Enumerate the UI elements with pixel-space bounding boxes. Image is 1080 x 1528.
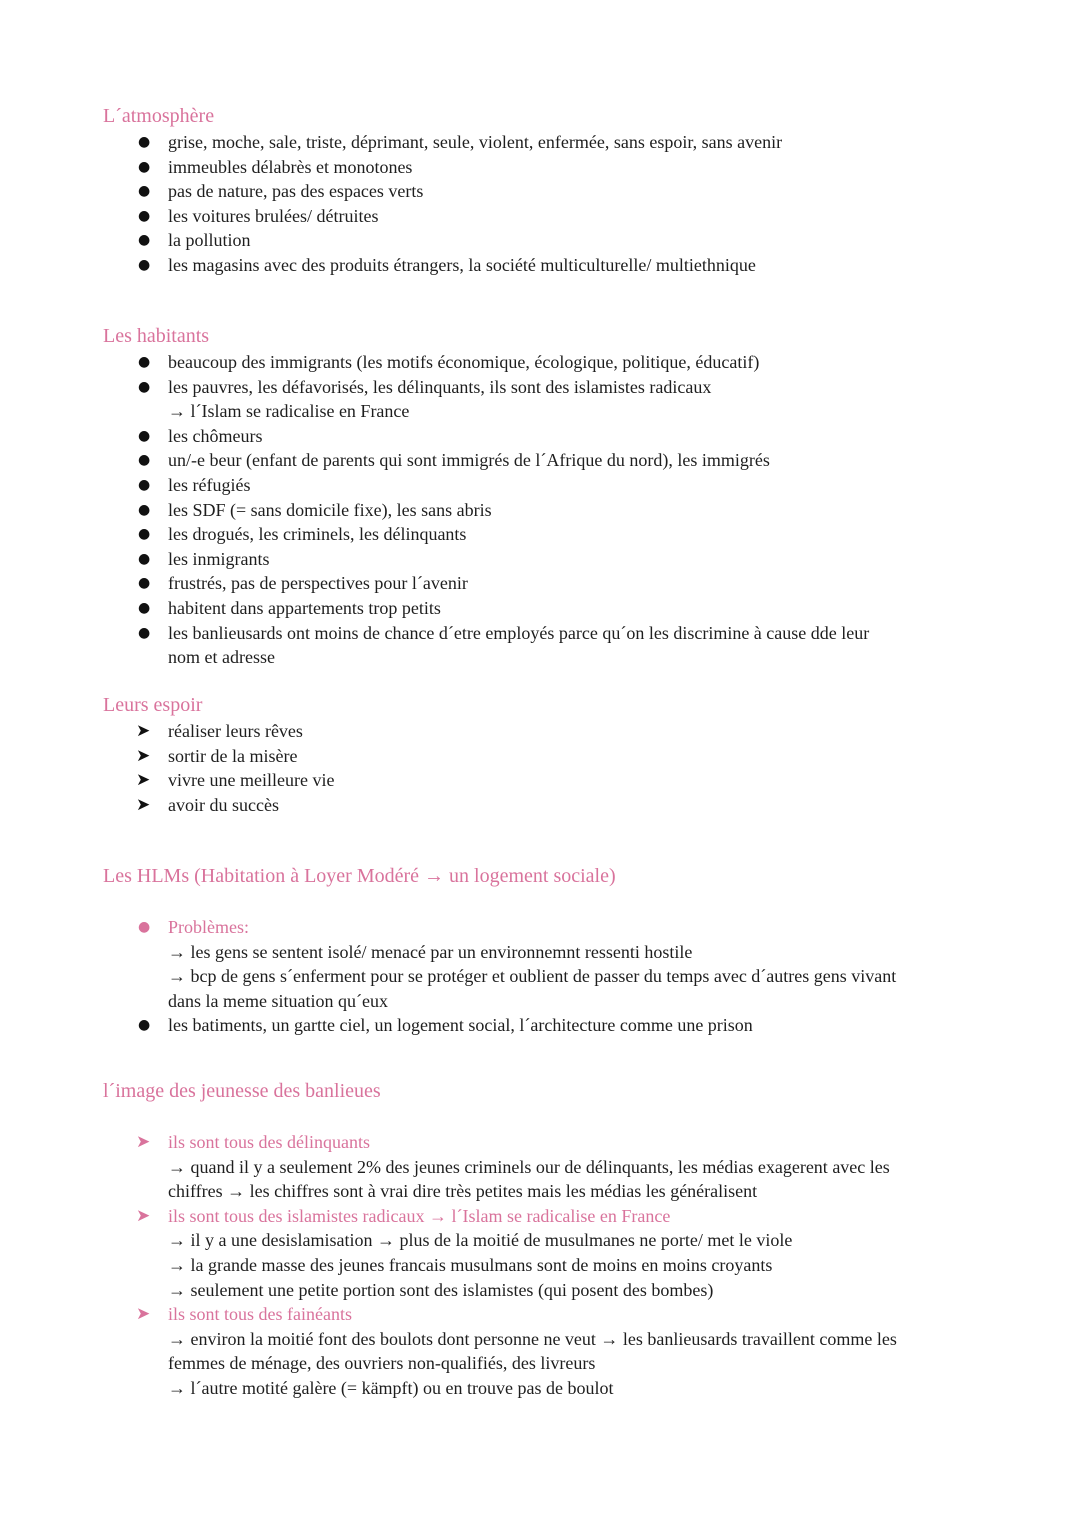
bullet-icon: ● xyxy=(138,599,151,616)
problems-label: Problèmes: xyxy=(168,917,249,937)
list-item xyxy=(0,448,1080,473)
bullet-icon: ● xyxy=(138,1017,151,1034)
item-text: habitent dans appartements trop petits xyxy=(168,597,441,618)
list-item xyxy=(0,596,1080,621)
item-text-continued: → quand il y a seulement 2% des jeunes criminels our de délinquants, les médias exagerent avec les xyxy=(168,1156,890,1177)
list-item xyxy=(0,130,1080,155)
list-item xyxy=(0,228,1080,253)
item-text: grise, moche, sale, triste, déprimant, seule, violent, enfermée, sans espoir, sans avenir xyxy=(168,132,783,152)
item-text: avoir du succès xyxy=(168,794,279,815)
list-item xyxy=(0,179,1080,204)
item-text: pas de nature, pas des espaces verts xyxy=(168,181,424,202)
item-text: les pauvres, les défavorisés, les délinquants, ils sont des islamistes radicaux xyxy=(168,376,712,397)
list-item xyxy=(0,744,1080,769)
bullet-icon: ● xyxy=(138,256,151,273)
item-text: les banlieusards ont moins de chance d´etre employés parce qu´on les discrimine à cause dde leur xyxy=(168,622,870,643)
item-text: les réfugiés xyxy=(168,474,251,495)
item-text-continued: → l´Islam se radicalise en France xyxy=(168,401,410,422)
bullet-icon: ● xyxy=(138,476,151,493)
item-text: un/-e beur (enfant de parents qui sont immigrés de l´Afrique du nord), les immigrés xyxy=(168,450,770,471)
item-text-continued: nom et adresse xyxy=(168,647,275,668)
list-item xyxy=(0,768,1080,793)
item-title: ils sont tous des délinquants xyxy=(168,1132,370,1152)
item-text-continued: → seulement une petite portion sont des islamistes (qui posent des bombes) xyxy=(168,1279,714,1300)
item-text-continued: → environ la moitié font des boulots dont personne ne veut → les banlieusards travaillent comme les xyxy=(168,1328,897,1349)
item-text: les chômeurs xyxy=(168,425,263,446)
bullet-icon: ● xyxy=(138,207,151,224)
bullet-icon: ● xyxy=(138,526,151,543)
bullet-icon: ● xyxy=(138,919,151,935)
heading-habitants: Les habitants xyxy=(103,325,210,347)
list-item xyxy=(0,1013,1080,1038)
arrowhead-bullet-icon: ➤ xyxy=(136,1205,151,1226)
arrowhead-bullet-icon: ➤ xyxy=(136,721,151,741)
item-text: la pollution xyxy=(168,230,251,251)
bullet-icon: ● xyxy=(138,624,151,641)
item-text-continued: chiffres → les chiffres sont à vrai dire très petites mais les médias les généralisent xyxy=(168,1181,758,1202)
bullet-icon: ● xyxy=(138,232,151,249)
list-item xyxy=(0,424,1080,449)
list-item xyxy=(0,793,1080,818)
bullet-icon: ● xyxy=(138,501,151,518)
bullet-icon: ● xyxy=(138,354,151,370)
arrowhead-bullet-icon: ➤ xyxy=(136,1132,151,1152)
item-text: immeubles délabrès et monotones xyxy=(168,156,413,177)
list-habitants xyxy=(0,350,1080,670)
item-text: les voitures brulées/ détruites xyxy=(168,205,379,226)
bullet-icon: ● xyxy=(138,575,151,592)
list-item xyxy=(0,571,1080,596)
bullet-icon: ● xyxy=(138,378,151,395)
list-espoir xyxy=(0,719,1080,817)
list-item xyxy=(0,1204,1080,1302)
arrowhead-bullet-icon: ➤ xyxy=(136,794,151,815)
item-text-continued: femmes de ménage, des ouvriers non-qualifiés, des livreurs xyxy=(168,1353,596,1374)
bullet-icon: ● xyxy=(138,427,151,444)
arrowhead-bullet-icon: ➤ xyxy=(136,1304,151,1325)
item-text: les drogués, les criminels, les délinquants xyxy=(168,524,467,545)
bullet-icon: ● xyxy=(138,134,151,150)
item-title: ils sont tous des islamistes radicaux → l´Islam se radicalise en France xyxy=(168,1205,671,1226)
list-hlm xyxy=(0,915,1080,1038)
heading-jeunesse: l´image des jeunesse des banlieues xyxy=(103,1080,381,1102)
list-item xyxy=(0,498,1080,523)
item-text: frustrés, pas de perspectives pour l´avenir xyxy=(168,573,468,594)
list-item xyxy=(0,253,1080,278)
list-item xyxy=(0,547,1080,572)
list-item xyxy=(0,204,1080,229)
list-item xyxy=(0,1302,1080,1400)
item-text: beaucoup des immigrants (les motifs économique, écologique, politique, éducatif) xyxy=(168,352,760,372)
item-text: réaliser leurs rêves xyxy=(168,721,303,741)
list-jeunesse xyxy=(0,1130,1080,1401)
item-text-continued: → il y a une desislamisation → plus de la moitié de musulmanes ne porte/ met le viole xyxy=(168,1230,793,1251)
list-item xyxy=(0,375,1080,424)
arrowhead-bullet-icon: ➤ xyxy=(136,770,151,791)
heading-hlm: Les HLMs (Habitation à Loyer Modéré → un logement sociale) xyxy=(103,865,616,887)
list-item xyxy=(0,621,1080,670)
arrowhead-bullet-icon: ➤ xyxy=(136,745,151,766)
item-title: ils sont tous des fainéants xyxy=(168,1304,352,1325)
item-text-continued: dans la meme situation qu´eux xyxy=(168,990,388,1011)
item-text: les SDF (= sans domicile fixe), les sans abris xyxy=(168,499,492,520)
list-item xyxy=(0,155,1080,180)
item-text: les magasins avec des produits étrangers, la société multiculturelle/ multiethnique xyxy=(168,254,756,275)
item-text: les batiments, un gartte ciel, un logement social, l´architecture comme une prison xyxy=(168,1015,753,1036)
list-item xyxy=(0,350,1080,375)
item-text-continued: → l´autre motité galère (= kämpft) ou en trouve pas de boulot xyxy=(168,1377,614,1398)
list-atmosphere xyxy=(0,130,1080,278)
bullet-icon: ● xyxy=(138,550,151,567)
list-item xyxy=(0,719,1080,744)
bullet-icon: ● xyxy=(138,183,151,200)
list-item xyxy=(0,473,1080,498)
heading-atmosphere: L´atmosphère xyxy=(103,105,215,127)
item-text-continued: → la grande masse des jeunes francais musulmans sont de moins en moins croyants xyxy=(168,1254,773,1275)
item-text: vivre une meilleure vie xyxy=(168,770,335,791)
bullet-icon: ● xyxy=(138,158,151,175)
bullet-icon: ● xyxy=(138,452,151,469)
item-text-continued: → bcp de gens s´enferment pour se protéger et oublient de passer du temps avec d´autres gens vivant xyxy=(168,966,897,987)
heading-espoir: Leurs espoir xyxy=(103,694,203,716)
item-text-continued: → les gens se sentent isolé/ menacé par un environnemnt ressenti hostile xyxy=(168,941,693,962)
item-text: les inmigrants xyxy=(168,548,270,569)
list-item xyxy=(0,915,1080,1013)
list-item xyxy=(0,1130,1080,1204)
list-item xyxy=(0,522,1080,547)
item-text: sortir de la misère xyxy=(168,745,298,766)
